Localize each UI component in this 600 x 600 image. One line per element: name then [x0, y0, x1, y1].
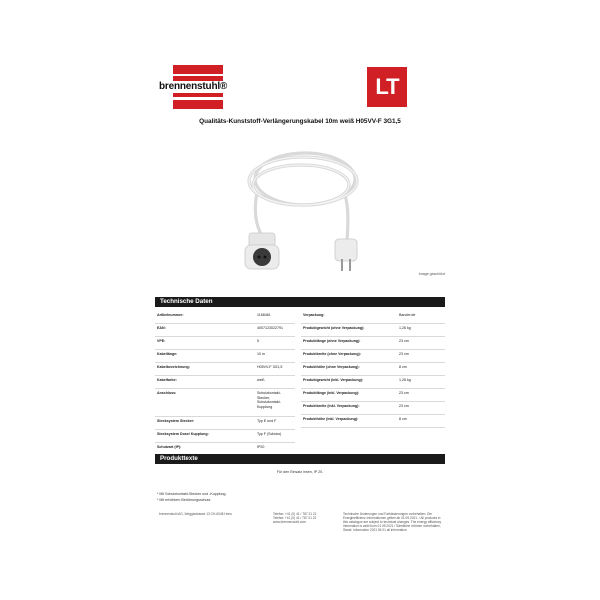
spec-row: Stecksystem Dose/ Kupplung: Typ F (Schuko): [155, 430, 295, 443]
extension-cable-image: [235, 143, 365, 278]
spec-row: Produktgewicht (ohne Verpackung): 1,26 kg: [301, 324, 445, 337]
brand-wordmark: brennenstuhl®: [159, 81, 228, 92]
spec-row: Produkthöhe (ohne Verpackung): 8 cm: [301, 363, 445, 376]
footer-phone: Telefon: +41 (0) 41 / 787 21 21: [273, 512, 317, 516]
footnote: * Mit erhöhtem Berührungsschutz.: [157, 497, 212, 502]
image-credit: Image geschützt: [418, 272, 445, 276]
spec-row: Produktbreite (inkl. Verpackung): 23 cm: [301, 402, 445, 415]
footnote: * Mit Schutzkontakt-Stecker und -Kupplung.: [157, 492, 227, 496]
section-technische-daten: Technische Daten: [155, 297, 445, 307]
spec-row: Produktlänge (inkl. Verpackung): 23 cm: [301, 389, 445, 402]
datasheet-page: [155, 55, 445, 545]
spec-row: EAN: 4007123022791: [155, 324, 295, 337]
footer-contact: [273, 512, 333, 524]
spec-column-right: [301, 311, 445, 428]
footnotes: [157, 492, 227, 503]
spec-row: Produktlänge (ohne Verpackung): 23 cm: [301, 337, 445, 350]
section-produkttexte: Produkttexte: [155, 454, 445, 464]
spec-row: Stecksystem Stecker: Typ E und F: [155, 417, 295, 430]
spec-row: Verpackung: Banderole: [301, 311, 445, 324]
footer-address: brennenstuhl AG, Weggisstrasse 13 CH-6048 Horw: [159, 512, 232, 516]
spec-row: Kabellänge: 10 m: [155, 350, 295, 363]
spec-column-left: [155, 311, 295, 456]
product-title: Qualitäts-Kunststoff-Verlängerungskabel 10m weiß H05VV-F 3G1,5: [199, 118, 401, 125]
spec-row: VPE: 5: [155, 337, 295, 350]
lt-logo: LT: [367, 67, 407, 107]
spec-row: Kabelfarbe: weiß: [155, 376, 295, 389]
spec-row: Schutzart (IP): IP20: [155, 443, 295, 456]
spec-row: Anschluss: Schutzkontakt-Stecker, Schutzkontakt-Kupplung: [155, 389, 295, 417]
footer-disclaimer: Technische Änderungen und Farbänderungen vorbehalten. Die Energieeffizienz-Informationen gelten ab 01.09.2021. / All products in this catalogue are subject to technical changes. The energy efficiency information is valid from 01.09.2021 / Sämtliche Irrtümer vorbehalten, Stand: Information 2021 06 01 all information: [343, 512, 442, 532]
spec-row: Kabelbezeichnung: H05VV-F 3G1,5: [155, 363, 295, 376]
spec-row: Artikelnummer: 1168461: [155, 311, 295, 324]
product-text: Für den Einsatz innen, IP 20.: [276, 470, 324, 474]
footer-website: www.brennenstuhl.com: [273, 520, 306, 524]
footer-fax: Telefax: +41 (0) 41 / 787 21 22: [273, 516, 317, 520]
spec-row: Produktgewicht (inkl. Verpackung): 1,28 kg: [301, 376, 445, 389]
brennenstuhl-logo: [157, 65, 239, 109]
spec-row: Produktbreite (ohne Verpackung): 23 cm: [301, 350, 445, 363]
spec-row: Produkthöhe (inkl. Verpackung): 8 cm: [301, 415, 445, 428]
